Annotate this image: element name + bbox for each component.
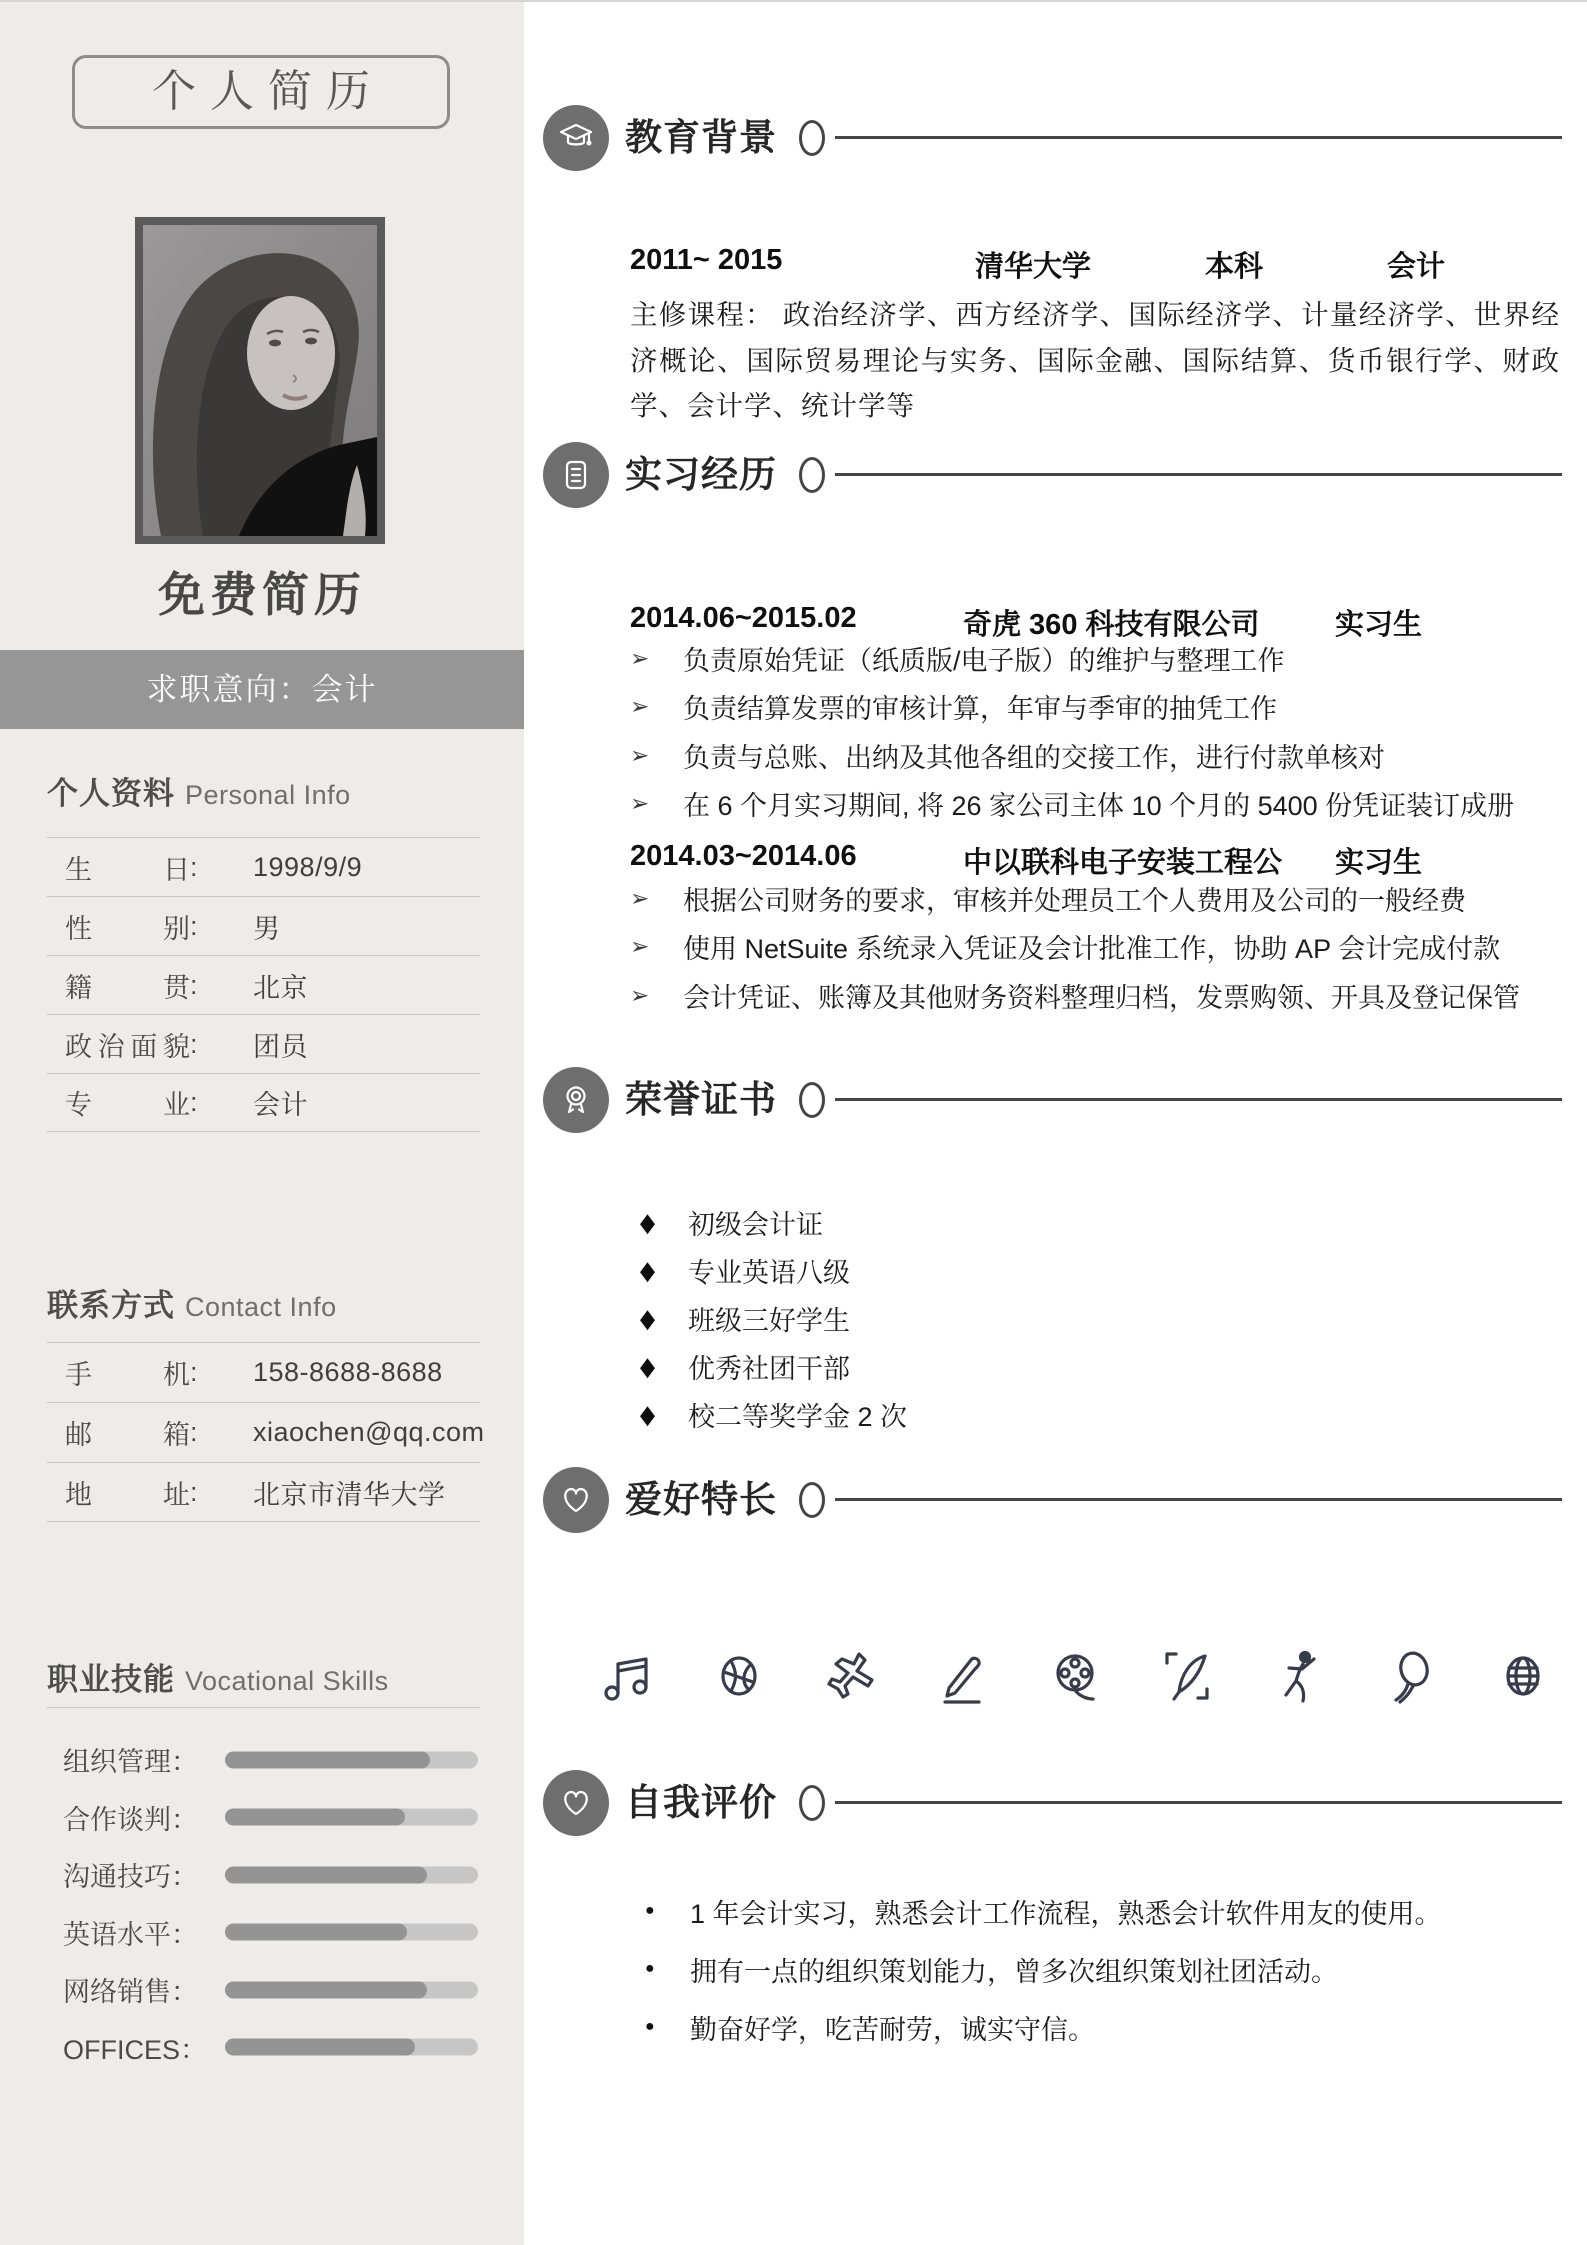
honor-item [640,1246,1440,1294]
job-role: 实习生 [1335,847,1423,879]
honor-item [640,1391,1440,1439]
education-school: 清华大学 [975,251,1092,283]
contact-info-table [47,1342,485,1522]
evaluation-item [645,1882,1545,1940]
field-value: xiaochen@qq.com [253,1417,485,1447]
section-ring [799,457,825,493]
field-value: 男 [253,913,281,944]
diamond-bullet-icon: ◆ [640,1254,655,1285]
field-value: 会计 [253,1090,308,1120]
evaluation-item [645,1998,1545,2056]
personal-info-table [47,837,480,1132]
bullet-text: 会计凭证、账簿及其他财务资料整理归档，发票购领、开具及登记保管 [683,982,1520,1013]
skills-title-en: Vocational Skills [185,1666,389,1696]
section-ring [799,1082,825,1118]
notebook-icon [543,442,609,508]
job-bullet [630,683,1565,732]
job-period: 2014.03~2014.06 [630,840,857,872]
skill-bar-fill [225,1751,430,1768]
contact-row [47,1462,480,1522]
section-internship-header [543,442,1573,508]
evaluation-text: 拥有一点的组织策划能力，曾多次组织策划社团活动。 [690,1956,1338,1987]
skills-header [47,1654,487,1699]
bullet-text: 使用 NetSuite 系统录入凭证及会计批准工作，协助 AP 会计完成付款 [683,934,1501,965]
field-colon: : [190,1476,198,1507]
bullet-text: 在 6 个月实习期间, 将 26 家公司主体 10 个月的 5400 份凭证装订成册 [683,791,1515,822]
honor-text: 优秀社团干部 [688,1354,850,1385]
info-row [47,837,480,896]
section-title: 实习经历 [625,454,777,495]
field-label: 专 业 [65,1090,190,1120]
resume-title-box: 个人简历 [72,55,450,129]
skills-divider [47,1707,480,1708]
section-ring [799,1785,825,1821]
info-row [47,955,480,1014]
skill-bar-track [225,1981,478,1998]
skill-label: 网络销售： [63,1977,198,2008]
job-bullet [630,780,1565,829]
contact-row [47,1342,480,1402]
skill-label: 沟通技巧： [63,1862,198,1893]
field-colon: : [190,1028,198,1059]
arrow-bullet-icon: ➢ [630,790,650,817]
arrow-bullet-icon: ➢ [630,693,650,720]
education-courses: 主修课程： 政治经济学、西方经济学、国际经济学、计量经济学、世界经济概论、国际贸易理论与实务、国际金融、国际结算、货币银行学、财政学、会计学、统计学等 [630,299,1560,421]
skill-bar-fill [225,1924,407,1941]
profile-photo [135,217,385,544]
job-bullet [630,634,1565,683]
honor-text: 班级三好学生 [688,1305,850,1336]
skill-row [47,1961,480,2019]
field-colon: : [190,851,198,882]
education-degree: 本科 [1205,251,1264,283]
arrow-bullet-icon: ➢ [630,884,650,911]
field-colon: : [190,1417,198,1447]
section-ring [799,120,825,156]
section-line [835,1098,1562,1101]
honors-list [640,1198,1440,1439]
job-bullet [630,731,1565,780]
bullet-text: 根据公司财务的要求，审核并处理员工个人费用及公司的一般经费 [683,885,1466,916]
section-title: 荣誉证书 [625,1079,777,1120]
basketball-icon [707,1644,771,1708]
skill-bar-track [225,1924,478,1941]
section-title: 自我评价 [625,1782,777,1823]
arrow-bullet-icon: ➢ [630,981,650,1008]
section-title: 爱好特长 [625,1479,777,1520]
skills-list [47,1731,480,2076]
field-value: 158-8688-8688 [253,1357,443,1387]
heart-icon [543,1770,609,1836]
arrow-bullet-icon: ➢ [630,644,650,671]
education-period: 2011~ 2015 [630,244,783,276]
section-title: 教育背景 [625,117,777,158]
skill-bar-track [225,1809,478,1826]
honor-item [640,1343,1440,1391]
job-bullets [630,874,1565,1020]
contact-info-header [47,1280,487,1325]
job-bullet [630,874,1565,923]
sidebar [0,2,524,2245]
skill-bar-fill [225,2039,415,2056]
field-label: 邮 箱 [65,1420,190,1450]
personal-info-title-cn: 个人资料 [47,776,175,811]
info-row [47,896,480,955]
airplane-icon [819,1644,883,1708]
dot-bullet-icon: ● [645,1902,655,1919]
section-line [835,1801,1562,1804]
graduation-cap-icon [543,105,609,171]
honor-text: 初级会计证 [688,1209,823,1240]
pen-icon [931,1644,995,1708]
field-label: 性 别 [65,913,190,944]
section-education-header [543,105,1573,171]
education-major: 会计 [1387,251,1446,283]
globe-icon [1491,1644,1555,1708]
section-honors-header [543,1067,1573,1133]
info-row [47,1014,480,1073]
portrait-image [143,225,377,536]
skill-label: 英语水平： [63,1919,198,1950]
job-company: 奇虎 360 科技有限公司 [963,609,1260,641]
quill-icon [1155,1644,1219,1708]
diamond-bullet-icon: ◆ [640,1302,655,1333]
skills-title-cn: 职业技能 [47,1662,175,1697]
personal-info-header [47,768,487,813]
bullet-text: 负责与总账、出纳及其他各组的交接工作，进行付款单核对 [683,742,1385,773]
section-line [835,136,1562,139]
honor-text: 专业英语八级 [688,1257,850,1288]
arrow-bullet-icon: ➢ [630,933,650,960]
hobby-icons-row [595,1644,1555,1708]
evaluation-item [645,1940,1545,1998]
skill-row [47,1904,480,1962]
section-line [835,473,1562,476]
skill-bar-track [225,2039,478,2056]
field-colon: : [190,1357,198,1387]
contact-info-title-en: Contact Info [185,1292,337,1322]
field-label: 生 日 [65,854,190,885]
dot-bullet-icon: ● [645,2018,655,2035]
info-row [47,1073,480,1132]
job-bullet [630,971,1565,1020]
bullet-text: 负责结算发票的审核计算，年审与季审的抽凭工作 [683,694,1277,725]
medal-icon [543,1067,609,1133]
skill-bar-track [225,1751,478,1768]
skill-bar-fill [225,1866,427,1883]
job-bullets [630,634,1565,828]
job-company: 中以联科电子安装工程公 [963,847,1283,879]
job-bullet [630,923,1565,972]
honor-text: 校二等奖学金 2 次 [688,1402,908,1433]
diamond-bullet-icon: ◆ [640,1206,655,1237]
job-objective-banner: 求职意向：会计 [0,650,524,729]
field-colon: : [190,910,198,941]
skill-bar-fill [225,1981,427,1998]
heart-icon [543,1467,609,1533]
field-value: 1998/9/9 [253,851,363,882]
skill-row [47,2019,480,2077]
field-colon: : [190,969,198,1000]
evaluation-list [645,1882,1545,2056]
skill-row [47,1846,480,1904]
field-colon: : [190,1087,198,1117]
diamond-bullet-icon: ◆ [640,1351,655,1382]
field-value: 北京 [253,972,308,1003]
skill-label: OFFICES： [63,2034,208,2065]
table-tennis-icon [1379,1644,1443,1708]
honor-item [640,1294,1440,1342]
contact-row [47,1402,485,1462]
arrow-bullet-icon: ➢ [630,741,650,768]
dancer-icon [1267,1644,1331,1708]
section-hobbies-header [543,1467,1573,1533]
skill-row [47,1789,480,1847]
job-role: 实习生 [1335,609,1423,641]
field-label: 地 址 [65,1479,190,1510]
skill-bar-fill [225,1809,405,1826]
section-ring [799,1482,825,1518]
skill-label: 组织管理： [63,1747,198,1778]
field-value: 北京市清华大学 [253,1479,446,1510]
evaluation-text: 勤奋好学，吃苦耐劳，诚实守信。 [690,2014,1095,2045]
field-label: 籍 贯 [65,972,190,1003]
section-line [835,1498,1562,1501]
skill-row [47,1731,480,1789]
diamond-bullet-icon: ◆ [640,1399,655,1430]
film-reel-icon [1043,1644,1107,1708]
field-label: 政 治 面 貌 [65,1031,190,1062]
personal-info-title-en: Personal Info [185,780,351,810]
music-note-icon [595,1644,659,1708]
job-period: 2014.06~2015.02 [630,602,857,634]
bullet-text: 负责原始凭证（纸质版/电子版）的维护与整理工作 [683,645,1285,676]
honor-item [640,1198,1440,1246]
section-evaluation-header [543,1770,1573,1836]
evaluation-text: 1 年会计实习，熟悉会计工作流程，熟悉会计软件用友的使用。 [690,1898,1442,1929]
skill-label: 合作谈判： [63,1804,198,1835]
field-value: 团员 [253,1031,308,1062]
field-label: 手 机 [65,1360,190,1390]
skill-bar-track [225,1866,478,1883]
dot-bullet-icon: ● [645,1960,655,1977]
candidate-name: 免费简历 [158,568,366,621]
contact-info-title-cn: 联系方式 [47,1288,175,1323]
